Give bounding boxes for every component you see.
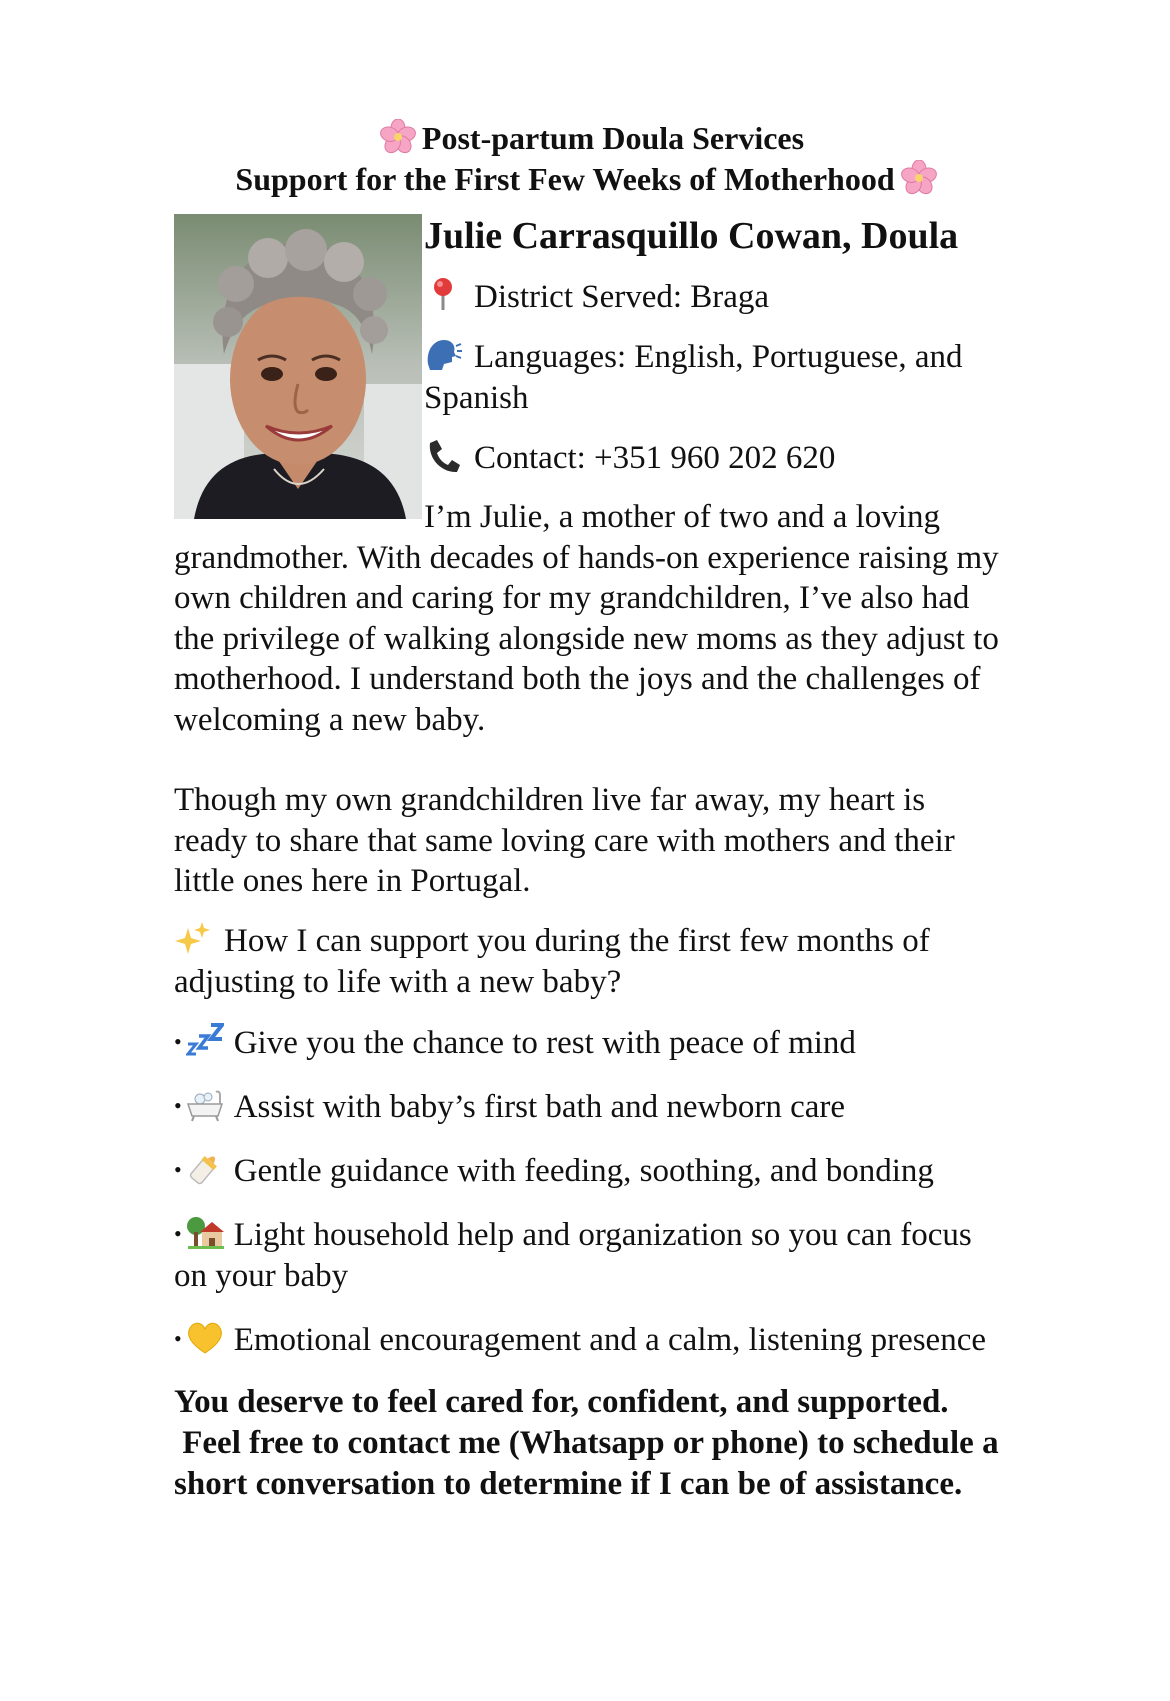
closing-statement	[174, 1382, 1007, 1505]
list-item	[174, 1318, 1004, 1361]
bullet: •	[174, 1156, 182, 1182]
flyer	[174, 118, 1007, 1505]
sparkles-icon	[174, 920, 212, 956]
list-item	[174, 1021, 1004, 1064]
yellow-heart-icon	[186, 1319, 224, 1355]
closing-line-2: Feel free to contact me (Whatsapp or phone) to schedule a short conversation to determine if I can be of assistance.	[174, 1424, 1007, 1502]
telephone-receiver-icon	[424, 437, 462, 473]
support-question-text: How I can support you during the first few months of adjusting to life with a new baby?	[174, 922, 930, 1000]
bathtub-icon	[186, 1086, 224, 1122]
list-item	[174, 1213, 1004, 1297]
speaking-head-icon	[424, 336, 462, 372]
house-with-garden-icon	[186, 1214, 224, 1250]
doula-name: Julie Carrasquillo Cowan, Doula	[424, 215, 959, 257]
service-text: Light household help and organization so you can focus on your baby	[174, 1216, 972, 1294]
services-list	[174, 1021, 1004, 1361]
title-line-1: Post-partum Doula Services	[421, 120, 805, 156]
service-text: Give you the chance to rest with peace of mind	[233, 1024, 856, 1061]
cherry-blossom-icon	[378, 119, 418, 155]
service-text: Emotional encouragement and a calm, listening presence	[233, 1321, 986, 1358]
bullet: •	[174, 1092, 182, 1118]
baby-bottle-icon	[186, 1150, 224, 1186]
closing-line-1: You deserve to feel cared for, confident, and supported.	[174, 1383, 949, 1420]
bullet: •	[174, 1325, 182, 1351]
title-line-2: Support for the First Few Weeks of Motherhood	[235, 161, 895, 197]
bio-paragraph-1: I’m Julie, a mother of two and a loving grandmother. With decades of hands-on experience raising my own children and caring for my grandchildren, I’ve also had the privilege of walking alongside new moms as they adjust to motherhood. I understand both the joys and the challenges of welcoming a new baby.	[174, 499, 999, 738]
cherry-blossom-icon	[899, 160, 939, 196]
district-text: District Served: Braga	[474, 279, 770, 315]
service-text: Assist with baby’s first bath and newborn care	[233, 1088, 845, 1125]
round-pushpin-icon	[424, 276, 462, 312]
bullet: •	[174, 1028, 182, 1054]
sleeping-zzz-icon	[186, 1022, 224, 1058]
list-item	[174, 1085, 1004, 1128]
bio-paragraph-2: Though my own grandchildren live far away, my heart is ready to share that same loving care with mothers and their little ones here in Portugal.	[174, 782, 955, 899]
bullet: •	[174, 1220, 182, 1246]
contact-text: Contact: +351 960 202 620	[474, 440, 836, 476]
languages-text: Languages: English, Portuguese, and Spanish	[424, 339, 963, 416]
list-item	[174, 1149, 1004, 1192]
support-question	[174, 920, 1004, 1003]
profile-photo	[174, 214, 422, 519]
flyer-title	[174, 118, 1004, 200]
service-text: Gentle guidance with feeding, soothing, and bonding	[233, 1152, 934, 1189]
